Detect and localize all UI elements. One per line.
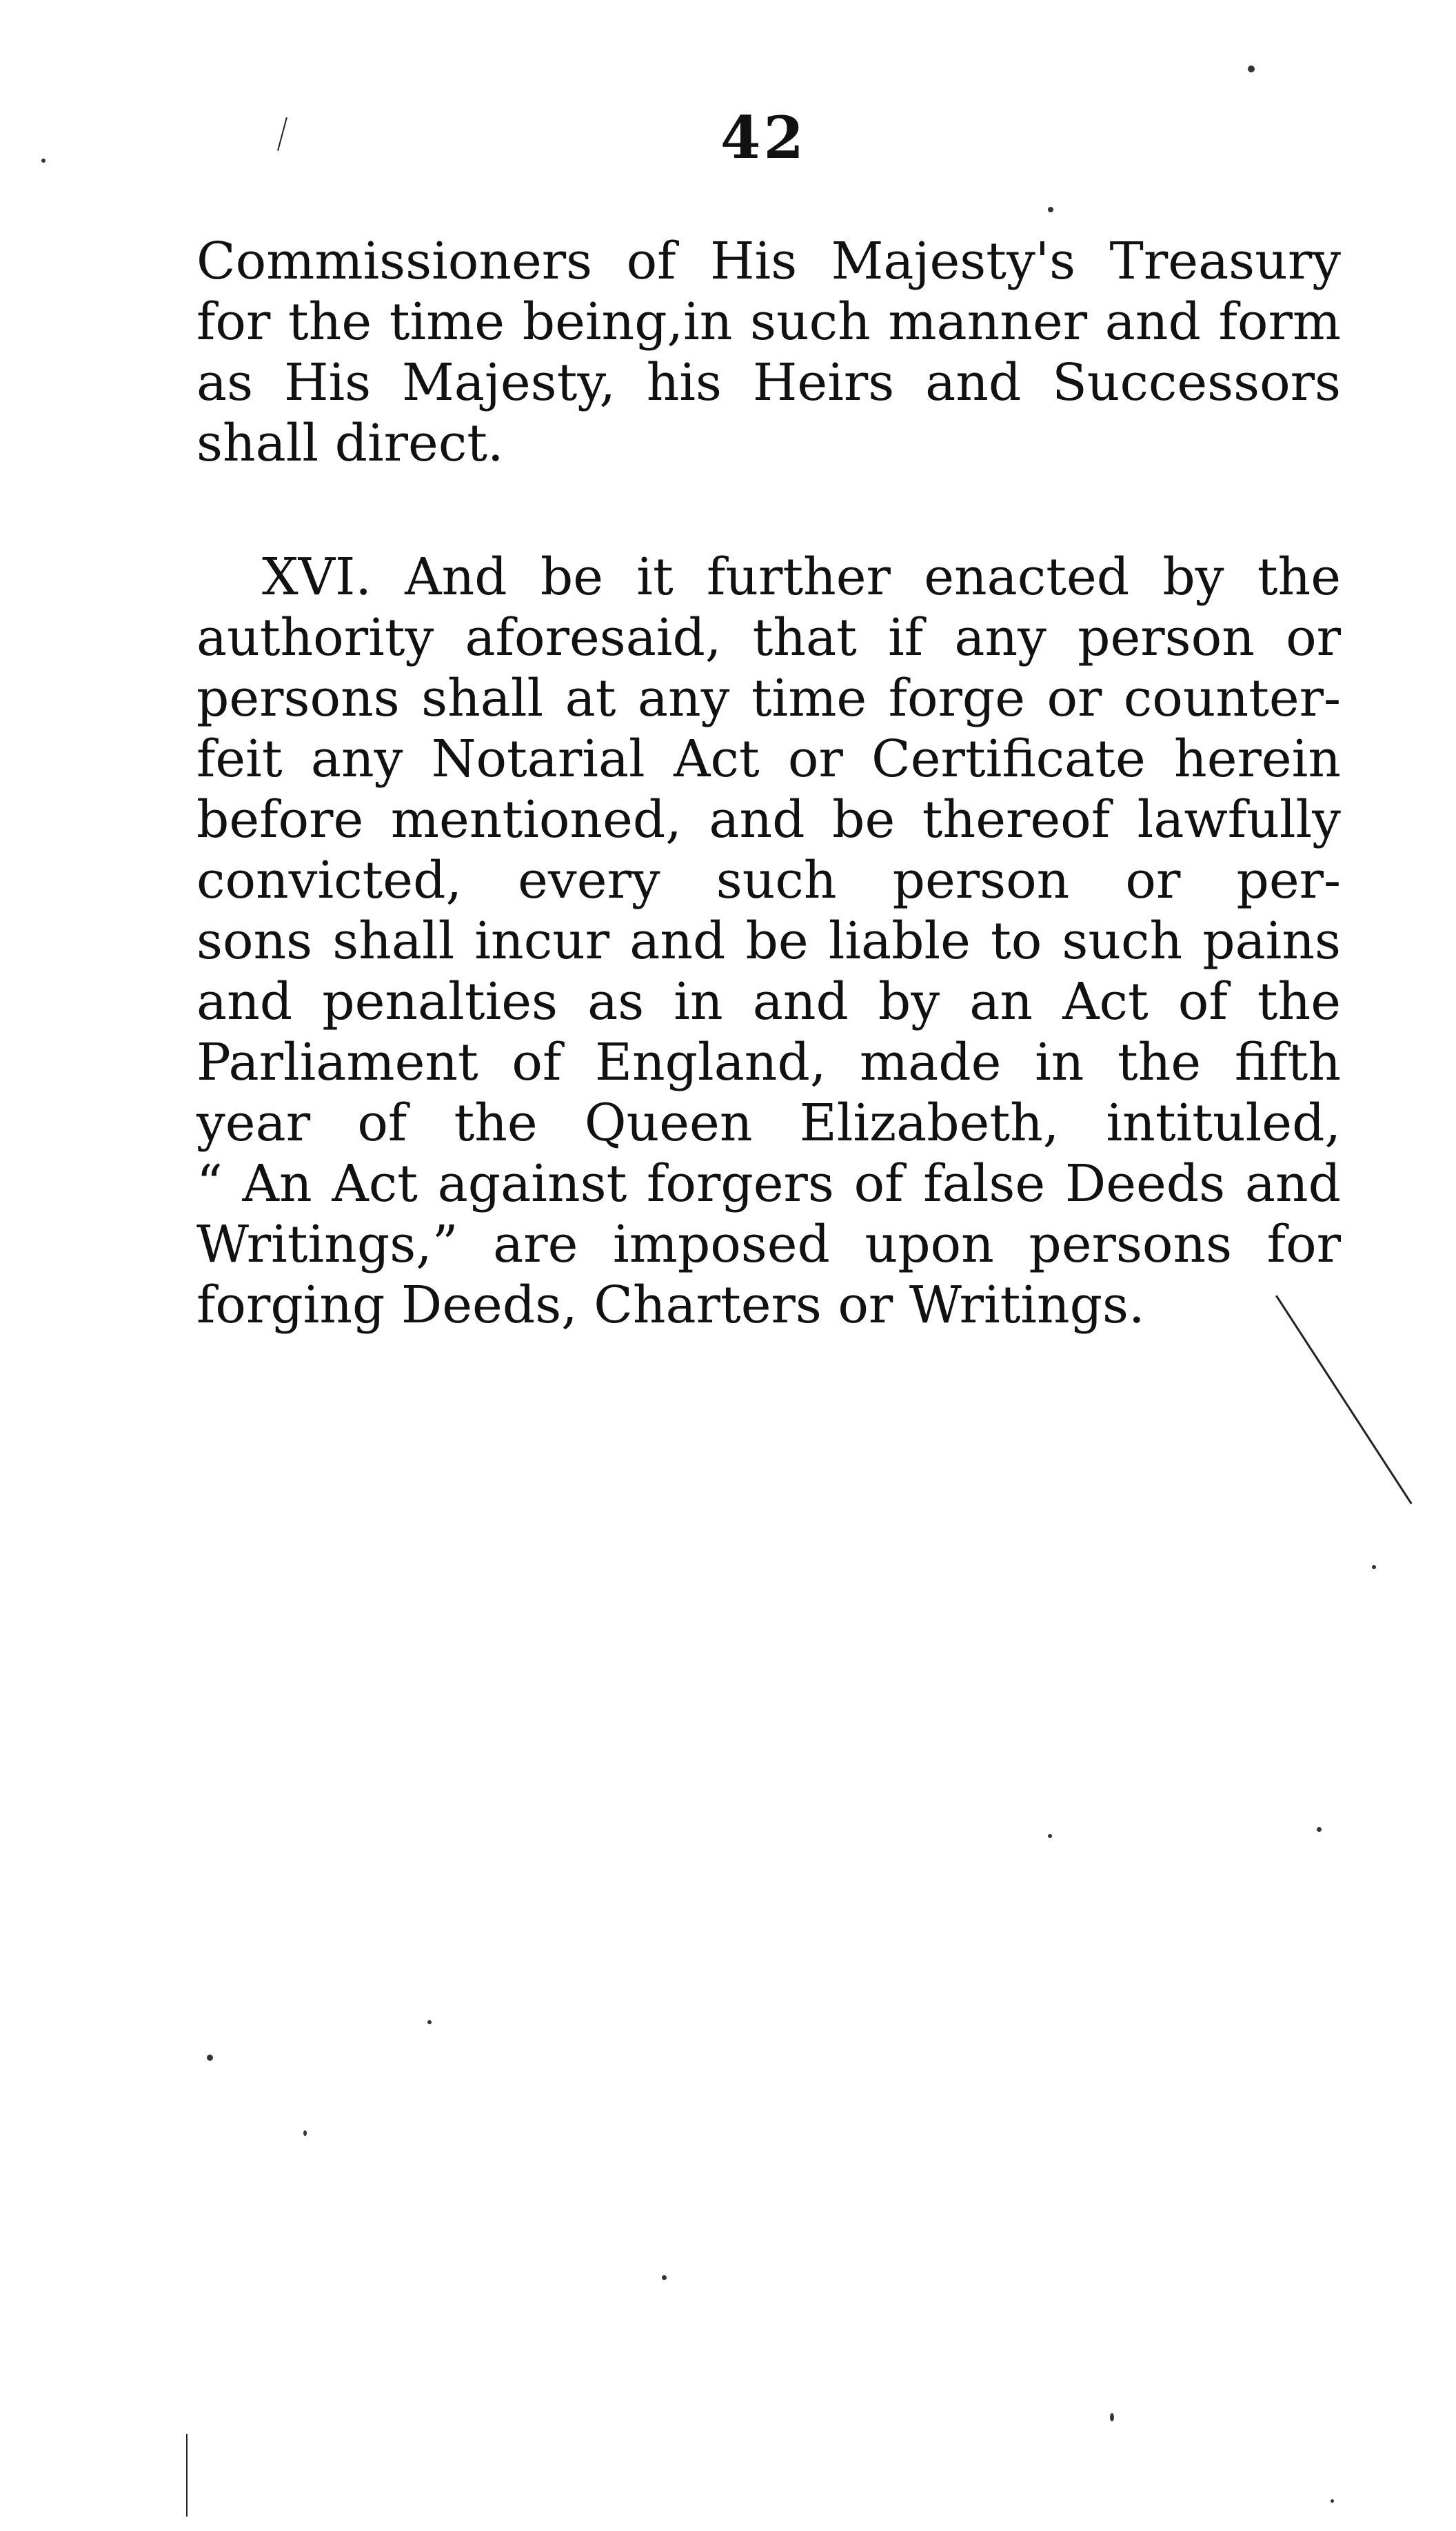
text-line: persons shall at any time forge or counter- <box>196 669 1341 728</box>
text-line: shall direct. <box>196 414 504 473</box>
text-line: authority aforesaid, that if any person or <box>196 608 1341 667</box>
ink-speck <box>1048 207 1053 212</box>
ink-speck <box>303 2130 307 2136</box>
ink-speck <box>41 159 46 163</box>
text-line: Parliament of England, made in the fifth <box>196 1033 1341 1092</box>
paragraph-continuation <box>196 231 1341 474</box>
text-line: as His Majesty, his Heirs and Successors <box>196 353 1341 412</box>
text-line: forging Deeds, Charters or Writings. <box>196 1275 1145 1335</box>
text-line: XVI. And be it further enacted by the <box>262 547 1341 607</box>
ink-stroke <box>186 2434 188 2517</box>
text-line: for the time being,in such manner and form <box>196 292 1341 352</box>
text-line: Commissioners of His Majesty's Treasury <box>196 232 1341 291</box>
ink-stroke <box>277 117 287 151</box>
ink-stroke <box>1275 1295 1413 1504</box>
text-line: and penalties as in and by an Act of the <box>196 972 1341 1031</box>
ink-speck <box>207 2055 213 2061</box>
ink-speck <box>1248 65 1255 72</box>
text-line: feit any Notarial Act or Certificate herein <box>196 729 1341 789</box>
ink-speck <box>1331 2499 1334 2503</box>
ink-speck <box>662 2275 667 2280</box>
text-line: year of the Queen Elizabeth, intituled, <box>196 1093 1341 1153</box>
text-line: sons shall incur and be liable to such pains <box>196 911 1341 971</box>
ink-speck <box>1110 2413 1114 2421</box>
text-line: “ An Act against forgers of false Deeds and <box>196 1154 1341 1213</box>
text-line: before mentioned, and be thereof lawfully <box>196 790 1341 849</box>
ink-speck <box>1372 1565 1376 1569</box>
ink-speck <box>427 2020 432 2024</box>
text-line: convicted, every such person or per- <box>196 851 1341 910</box>
ink-speck <box>1048 1834 1052 1838</box>
ink-speck <box>1317 1827 1322 1832</box>
section-xvi-paragraph <box>196 547 1341 1335</box>
text-line: Writings,” are imposed upon persons for <box>196 1215 1341 1274</box>
page-number: 42 <box>720 103 807 172</box>
